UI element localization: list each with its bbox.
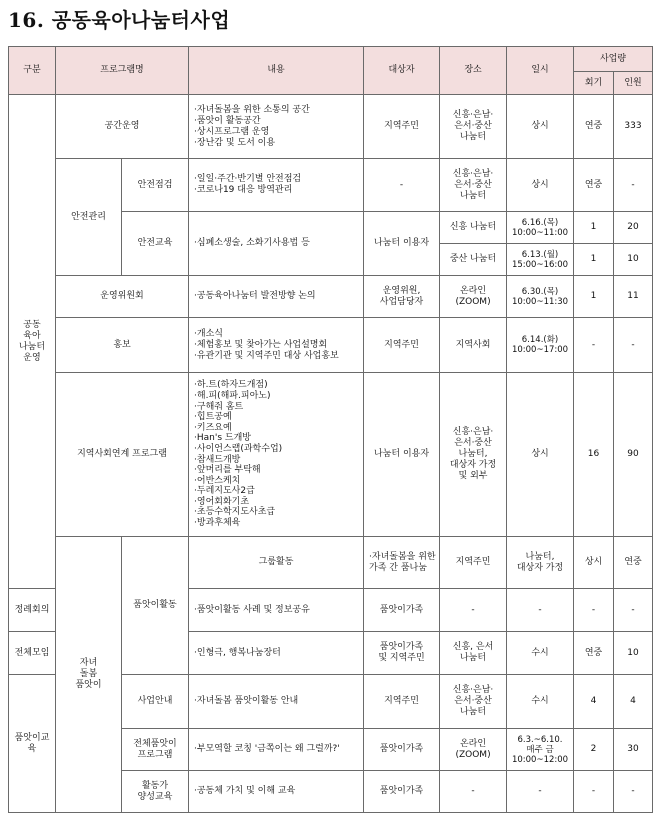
program-people: 90	[614, 373, 653, 537]
program-target: 지역주민	[364, 318, 440, 373]
program-target: 지역주민	[364, 675, 440, 729]
program-date: -	[507, 589, 574, 632]
program-name: 그룹활동	[189, 537, 364, 589]
program-place: 신흥·은남· 은서·중산 나눔터, 대상자 가정 및 외부	[440, 373, 507, 537]
table-row	[9, 276, 653, 318]
program-table	[8, 46, 653, 813]
table-row	[9, 373, 653, 537]
program-times: 연중	[574, 159, 614, 212]
program-people: -	[614, 771, 653, 813]
program-date: 상시	[507, 159, 574, 212]
program-times: 연중	[614, 537, 653, 589]
program-people: 333	[614, 95, 653, 159]
subgroup-pumasi-activity: 품앗이활동	[122, 537, 189, 675]
table-row	[9, 537, 653, 589]
program-date: 수시	[507, 675, 574, 729]
program-date: 6.3.~6.10. 매주 금 10:00~12:00	[507, 729, 574, 771]
program-date: -	[507, 771, 574, 813]
program-target: 품앗이가족	[364, 589, 440, 632]
program-target: 품앗이가족 및 지역주민	[364, 632, 440, 675]
program-date: 상시	[574, 537, 614, 589]
program-name: 홍보	[56, 318, 189, 373]
program-name: 사업안내	[122, 675, 189, 729]
program-times: -	[574, 771, 614, 813]
program-target: 나눔터 이용자	[364, 212, 440, 276]
header-date: 일시	[507, 47, 574, 95]
program-target: 품앗이가족	[364, 771, 440, 813]
program-name: 전체모임	[9, 632, 56, 675]
program-target: 운영위원, 사업담당자	[364, 276, 440, 318]
program-content: ·공동체 가치 및 이해 교육	[189, 771, 364, 813]
subgroup-pumasi-education: 품앗이교육	[9, 675, 56, 813]
program-place: 나눔터, 대상자 가정	[507, 537, 574, 589]
table-row	[9, 318, 653, 373]
program-place: 중산 나눔터	[440, 244, 507, 276]
program-target: 나눔터 이용자	[364, 373, 440, 537]
program-people: -	[614, 589, 653, 632]
program-content: ·인형극, 행복나눔장터	[189, 632, 364, 675]
program-times: 1	[574, 276, 614, 318]
header-place: 장소	[440, 47, 507, 95]
header-category: 구분	[9, 47, 56, 95]
program-place: -	[440, 589, 507, 632]
program-content: ·자녀돌봄을 위한 소통의 공간 ·품앗이 활동공간 ·상시프로그램 운영 ·장난감 및 도서 이용	[189, 95, 364, 159]
program-people: -	[614, 318, 653, 373]
program-people: 20	[614, 212, 653, 244]
program-target: -	[364, 159, 440, 212]
header-people: 인원	[614, 72, 653, 95]
program-date: 6.14.(화) 10:00~17:00	[507, 318, 574, 373]
table-row	[9, 95, 653, 159]
program-times: 1	[574, 244, 614, 276]
program-place: 신흥·은남· 은서·중산 나눔터	[440, 675, 507, 729]
program-content: ·개소식 ·체험홍보 및 찾아가는 사업설명회 ·유관기관 및 지역주민 대상 사업홍보	[189, 318, 364, 373]
program-times: -	[574, 318, 614, 373]
program-people: 30	[614, 729, 653, 771]
program-target: 품앗이가족	[364, 729, 440, 771]
program-content: ·부모역할 코칭 '금쪽이는 왜 그럴까?'	[189, 729, 364, 771]
program-date: 수시	[507, 632, 574, 675]
program-target: 지역주민	[364, 95, 440, 159]
header-target: 대상자	[364, 47, 440, 95]
table-row	[9, 159, 653, 212]
program-content: ·자녀돌봄 품앗이활동 안내	[189, 675, 364, 729]
program-content: ·하.트(하자드개점) ·해.피(해파.피아노) ·구해줘 홈트 ·힙트공예 ·키즈요예 ·Han's 드개방 ·사이언스랩(과학수업) ·참새드개방 ·앞머리를 부탁해 ·어반스케치 ·두레지도사2급 ·영어회화기초 ·초등수학지도사초급 ·방과후체육	[189, 373, 364, 537]
program-date: 6.30.(목) 10:00~11:30	[507, 276, 574, 318]
header-program: 프로그램명	[56, 47, 189, 95]
program-place: 신흥 나눔터	[440, 212, 507, 244]
program-people: -	[614, 159, 653, 212]
program-date: 상시	[507, 95, 574, 159]
program-place: 지역사회	[440, 318, 507, 373]
program-name: 전체품앗이 프로그램	[122, 729, 189, 771]
program-content: ·일일·주간·반기별 안전점검 ·코로나19 대응 방역관리	[189, 159, 364, 212]
program-place: 신흥, 은서 나눔터	[440, 632, 507, 675]
program-people: 10	[614, 244, 653, 276]
program-name: 공간운영	[56, 95, 189, 159]
program-place: 온라인 (ZOOM)	[440, 276, 507, 318]
header-times: 회기	[574, 72, 614, 95]
program-times: 16	[574, 373, 614, 537]
program-place: -	[440, 771, 507, 813]
program-name: 정례회의	[9, 589, 56, 632]
program-place: 신흥·은남· 은서·중산 나눔터	[440, 95, 507, 159]
program-content: ·심폐소생술, 소화기사용법 등	[189, 212, 364, 276]
program-content: ·품앗이활동 사례 및 정보공유	[189, 589, 364, 632]
program-times: -	[574, 589, 614, 632]
program-date: 상시	[507, 373, 574, 537]
program-name: 안전교육	[122, 212, 189, 276]
header-volume: 사업량	[574, 47, 653, 72]
program-date: 6.16.(목) 10:00~11:00	[507, 212, 574, 244]
program-times: 연중	[574, 95, 614, 159]
group-operation: 공동 육아 나눔터 운영	[9, 95, 56, 589]
group-community: 자녀 돌봄 품앗이	[56, 537, 122, 813]
program-times: 2	[574, 729, 614, 771]
program-name: 활동가 양성교육	[122, 771, 189, 813]
program-times: 4	[574, 675, 614, 729]
program-times: 연중	[574, 632, 614, 675]
program-name: 안전점검	[122, 159, 189, 212]
page-title: 16. 공동육아나눔터사업	[8, 8, 231, 32]
program-times: 1	[574, 212, 614, 244]
program-people: 10	[614, 632, 653, 675]
program-date: 6.13.(월) 15:00~16:00	[507, 244, 574, 276]
program-people: 11	[614, 276, 653, 318]
subgroup-safety: 안전관리	[56, 159, 122, 276]
program-place: 온라인 (ZOOM)	[440, 729, 507, 771]
program-people: 4	[614, 675, 653, 729]
program-place: 신흥·은남· 은서·중산 나눔터	[440, 159, 507, 212]
program-name: 운영위원회	[56, 276, 189, 318]
header-content: 내용	[189, 47, 364, 95]
program-content: ·자녀돌봄을 위한 가족 간 품나눔	[364, 537, 440, 589]
program-target: 지역주민	[440, 537, 507, 589]
program-content: ·공동육아나눔터 발전방향 논의	[189, 276, 364, 318]
program-name: 지역사회연계 프로그램	[56, 373, 189, 537]
